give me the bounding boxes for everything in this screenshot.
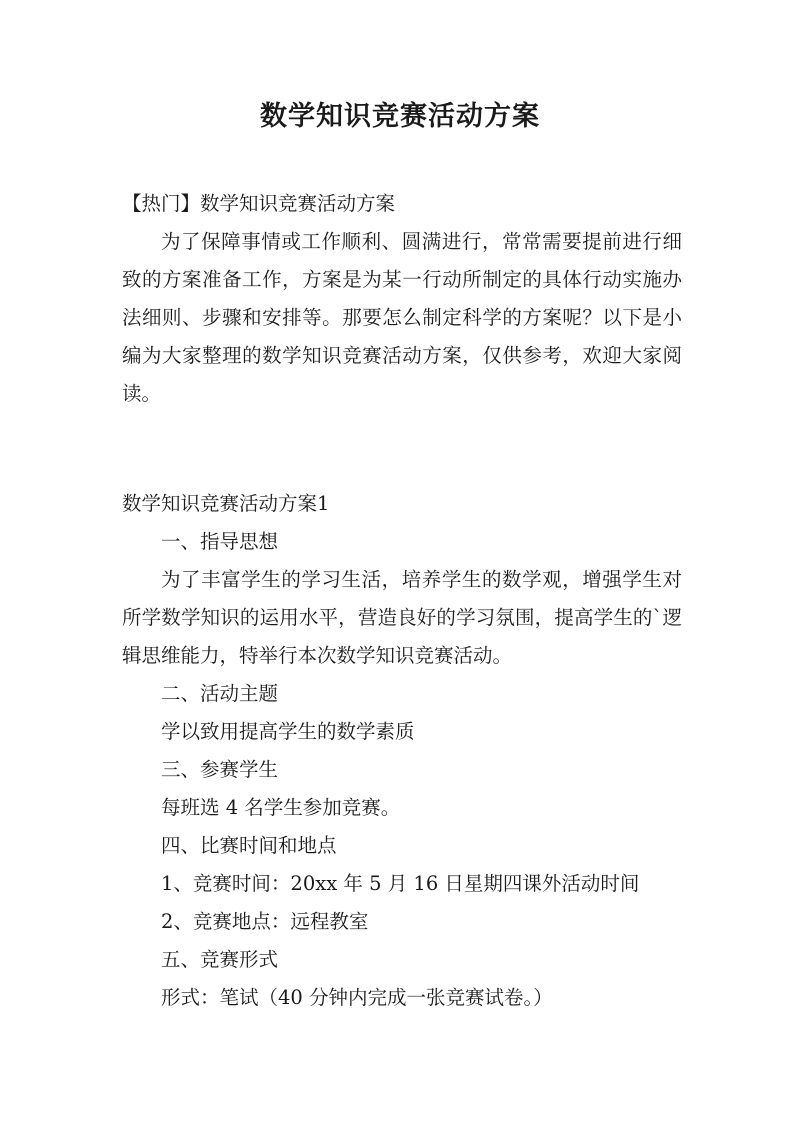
format-text: 形式：笔试（40 分钟内完成一张竞赛试卷。） [161, 986, 553, 1009]
time-place-heading: 四、比赛时间和地点 [161, 834, 337, 857]
plan-heading: 数学知识竞赛活动方案1 [122, 492, 330, 515]
theme-heading: 二、活动主题 [161, 682, 279, 705]
competition-time: 1、竞赛时间：20xx 年 5 月 16 日星期四课外活动时间 [161, 872, 640, 895]
intro-block [122, 185, 682, 413]
intro-lead: 【热门】数学知识竞赛活动方案 [122, 192, 396, 215]
intro-paragraph: 为了保障事情或工作顺利、圆满进行，常常需要提前进行细致的方案准备工作，方案是为某一行动所制定的具体行动实施办法细则、步骤和安排等。那要怎么制定科学的方案呢？以下是小编为大家整理的数学知识竞赛活动方案，仅供参考，欢迎大家阅读。 [122, 230, 682, 405]
theme-text: 学以致用提高学生的数学素质 [161, 720, 415, 743]
participants-text: 每班选 4 名学生参加竞赛。 [161, 796, 401, 819]
document-title: 数学知识竞赛活动方案 [260, 101, 540, 132]
guiding-heading: 一、指导思想 [161, 530, 279, 553]
guiding-text: 为了丰富学生的学习生活，培养学生的数学观，增强学生对所学数学知识的运用水平，营造良好的学习氛围，提高学生的`逻辑思维能力，特举行本次数学知识竞赛活动。 [122, 568, 682, 667]
plan-section [122, 485, 682, 1017]
format-heading: 五、竞赛形式 [161, 948, 279, 971]
participants-heading: 三、参赛学生 [161, 758, 279, 781]
competition-place: 2、竞赛地点：远程教室 [161, 910, 369, 933]
